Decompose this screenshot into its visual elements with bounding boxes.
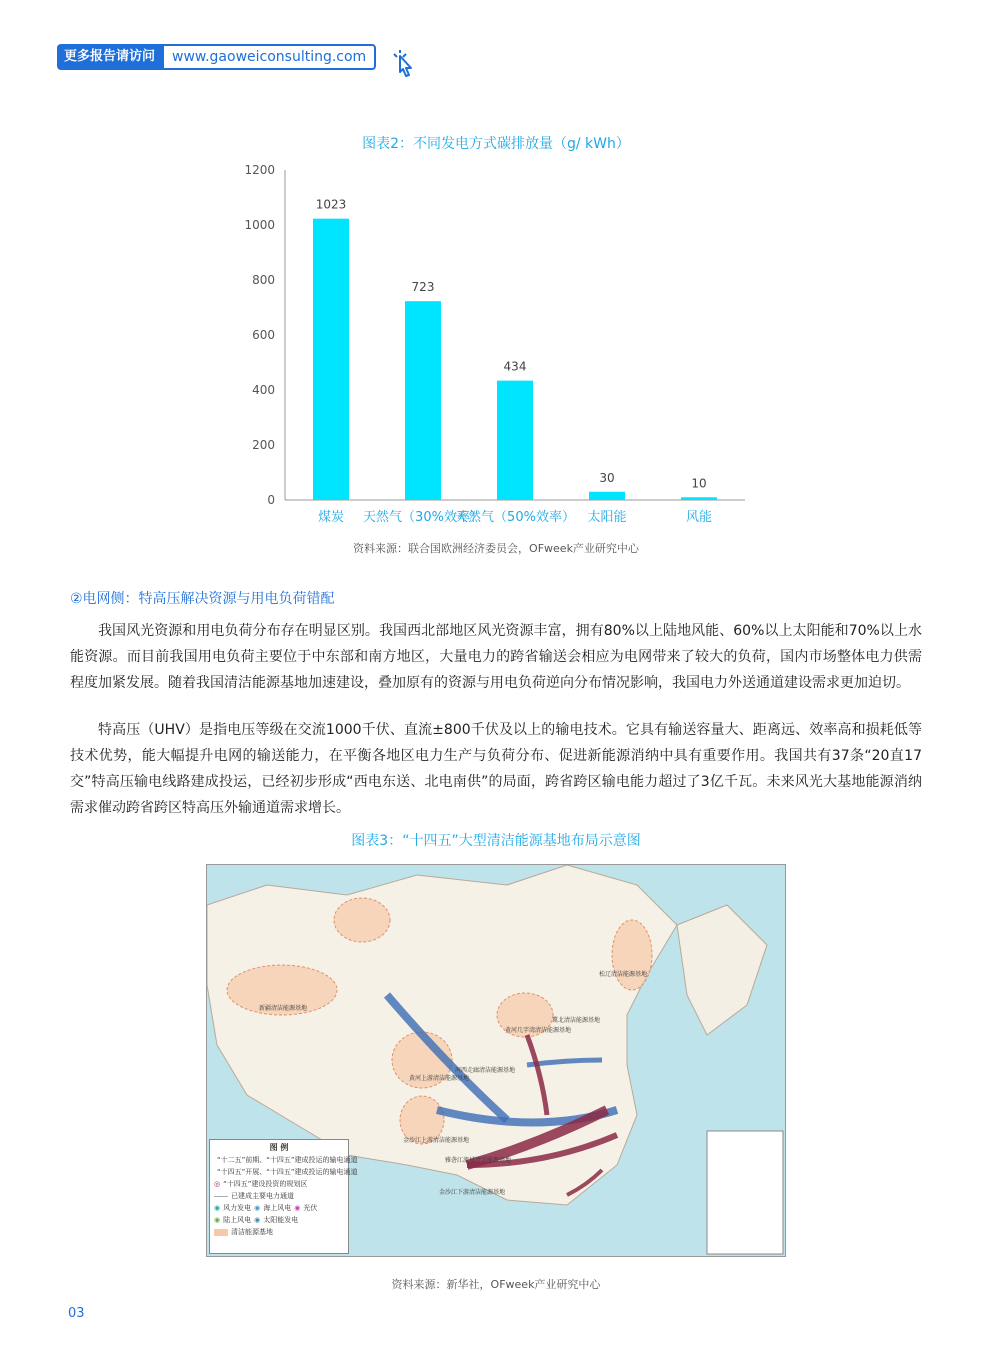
banner-url-link[interactable]: www.gaoweiconsulting.com (162, 44, 376, 70)
legend-item: “十二五”前期、“十四五”建成投运的输电通道 (217, 1156, 358, 1164)
figure2-source: 资料来源：联合国欧洲经济委员会，OFweek产业研究中心 (353, 542, 639, 555)
bar (497, 381, 533, 500)
map-label: 冀北清洁能源基地 (552, 1017, 601, 1024)
bar-value-label: 30 (599, 470, 615, 485)
legend-item: 清洁能源基地 (214, 1227, 344, 1237)
y-tick-label: 400 (252, 383, 275, 397)
banner-tag: 更多报告请访问 (57, 44, 162, 70)
legend-item: ◉ 陆上风电 ◉ 太阳能发电 (214, 1216, 299, 1224)
x-category-label: 风能 (685, 510, 713, 525)
y-tick-label: 1200 (244, 163, 275, 177)
bar-value-label: 723 (411, 280, 435, 295)
x-category-label: 天然气（50%效率） (455, 510, 575, 525)
map-label: 河西走廊清洁能源基地 (455, 1067, 516, 1074)
clean-energy-base-map (206, 864, 786, 1257)
map-label: 金沙江下游清洁能源基地 (439, 1189, 506, 1196)
y-tick-label: 600 (252, 328, 275, 342)
legend-item: ◉ 风力发电 ◉ 海上风电 ◉ 光伏 (214, 1204, 318, 1212)
legend-item: “十四五”开展、“十四五”建成投运的输电通道 (217, 1168, 358, 1176)
legend-item: 已建成主要电力通道 (214, 1191, 344, 1201)
bar (681, 497, 717, 500)
map-label: 金沙江上游清洁能源基地 (403, 1137, 470, 1144)
y-tick-label: 200 (252, 438, 275, 452)
section-heading: ②电网侧：特高压解决资源与用电负荷错配 (70, 591, 335, 607)
map-label: 黄河上游清洁能源基地 (409, 1075, 470, 1082)
y-tick-label: 0 (267, 493, 275, 507)
map-label: 雅砻江流域清洁能源基地 (445, 1157, 512, 1164)
map-label: 新疆清洁能源基地 (259, 1005, 308, 1012)
map-label: 黄河几字湾清洁能源基地 (505, 1027, 572, 1034)
bar (405, 301, 441, 500)
page-number: 03 (68, 1306, 85, 1321)
legend-item: ◎ “十四五”建设投资的规划区 (214, 1180, 308, 1188)
bar-value-label: 434 (503, 359, 527, 374)
map-legend (209, 1139, 358, 1254)
figure3-title: 图表3：“十四五”大型清洁能源基地布局示意图 (351, 833, 641, 849)
bar-value-label: 10 (691, 476, 707, 491)
map-label: 松辽清洁能源基地 (599, 971, 648, 978)
x-category-label: 太阳能 (587, 510, 627, 525)
y-tick-label: 1000 (244, 218, 275, 232)
bar (313, 219, 349, 500)
bar (589, 492, 625, 500)
figure2-title: 图表2：不同发电方式碳排放量（g/ kWh） (362, 136, 630, 152)
site-banner[interactable] (57, 44, 376, 70)
legend-title: 图 例 (269, 1143, 289, 1152)
paragraph-1: 我国风光资源和用电负荷分布存在明显区别。我国西北部地区风光资源丰富，拥有80%以上陆地风能、60%以上太阳能和70%以上水能资源。而目前我国用电负荷主要位于中东部和南方地区，大量电力的跨省输送会相应为电网带来了较大的负荷，国内市场整体电力供需程度加紧发展。随着我国清洁能源基地加速建设，叠加原有的资源与用电负荷逆向分布情况影响，我国电力外送通道建设需求更加迫切。 (70, 623, 922, 691)
bar-value-label: 1023 (315, 197, 347, 212)
pointer-hand-icon (388, 48, 422, 82)
paragraph-2: 特高压（UHV）是指电压等级在交流1000千伏、直流±800千伏及以上的输电技术。它具有输送容量大、距离远、效率高和损耗低等技术优势，能大幅提升电网的输送能力，在平衡各地区电力生产与负荷分布、促进新能源消纳中具有重要作用。我国共有37条“20直17交”特高压输电线路建成投运，已经初步形成“西电东送、北电南供”的局面，跨省跨区输电能力超过了3亿千瓦。未来风光大基地能源消纳需求催动跨省跨区特高压外输通道需求增长。 (70, 722, 922, 816)
figure3-source: 资料来源：新华社，OFweek产业研究中心 (391, 1278, 601, 1291)
x-category-label: 煤炭 (317, 510, 345, 525)
y-tick-label: 800 (252, 273, 275, 287)
x-category-label: 天然气（30%效率） (363, 510, 483, 525)
carbon-emission-bar-chart (240, 160, 760, 530)
